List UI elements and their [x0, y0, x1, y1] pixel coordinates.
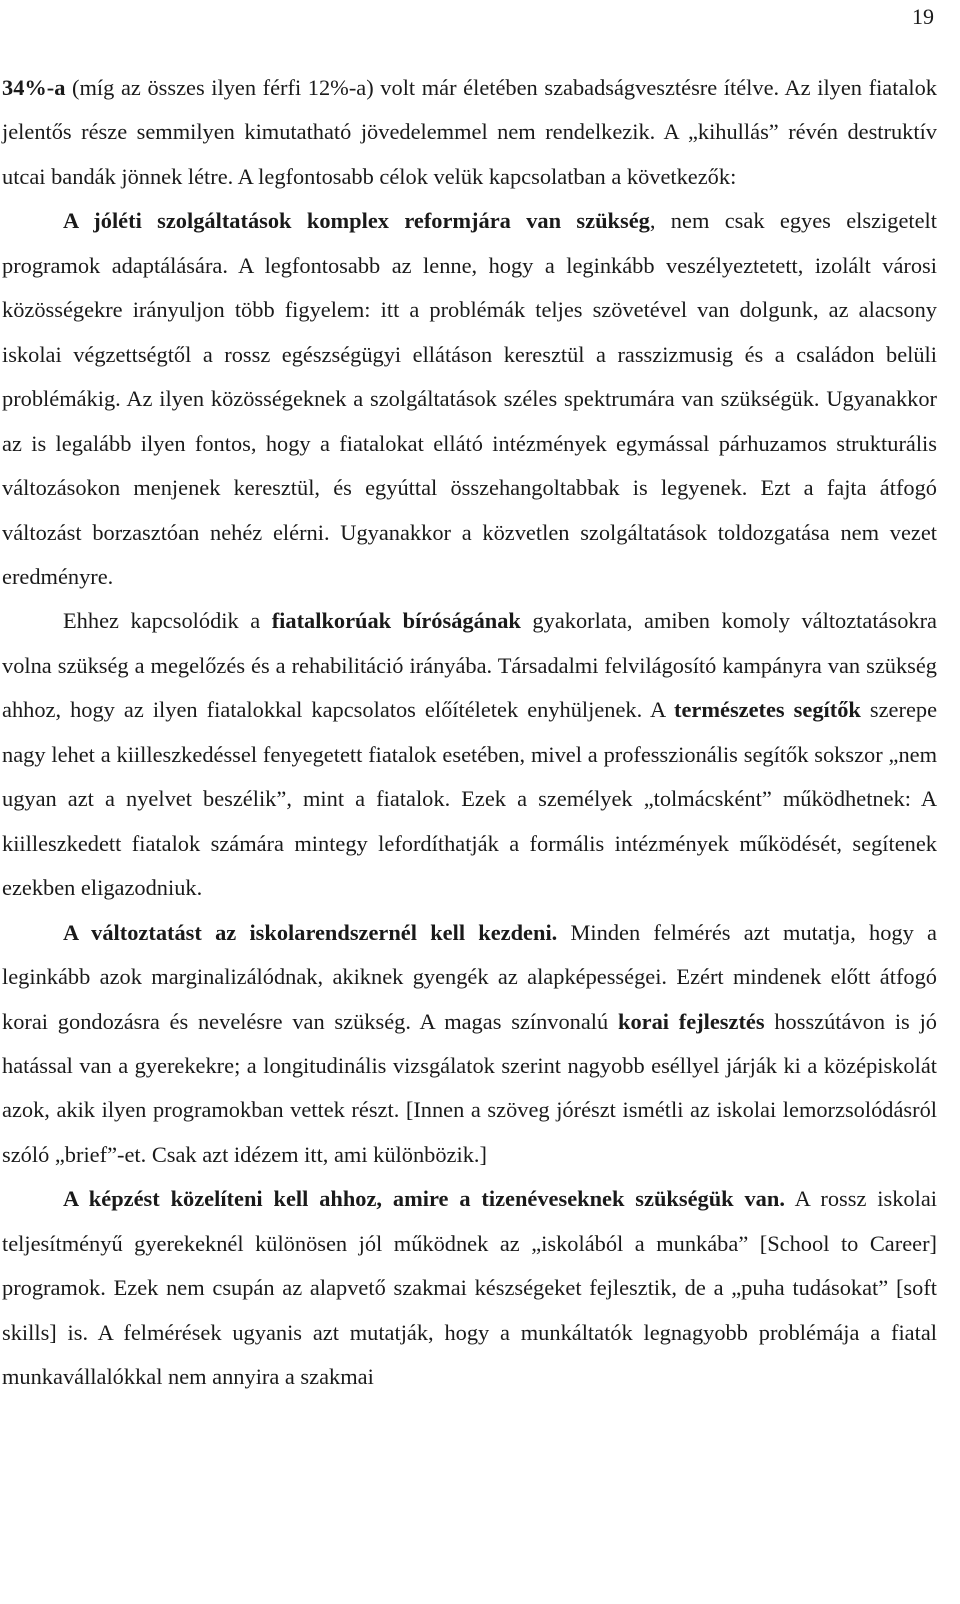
- paragraph-welfare-reform: [2, 199, 937, 599]
- text-run: A képzést közelíteni kell ahhoz, amire a tizenéveseknek szükségük van.: [63, 1186, 785, 1212]
- text-run: (míg az összes ilyen férfi 12%-a) volt már életében szabadságvesztésre ítélve. Az ilyen fiatalok jelentős része semmilyen kimutatható jövedelemmel nem rendelkezik. A „kihullás” révén destruktív utcai bandák jönnek létre. A legfontosabb célok velük kapcsolatban a következők:: [2, 75, 937, 189]
- text-run: hosszútávon is jó hatással van a gyerekekre; a longitudinális vizsgálatok szerint nagyobb eséllyel járják ki a középiskolát azok, akik ilyen programokban vettek részt. [Innen a szöveg jórészt ismétli az iskolai lemorzsolódásról szóló „brief”-et. Csak azt idézem itt, ami különbözik.]: [2, 1008, 937, 1167]
- text-run: fiatalkorúak bíróságának: [271, 608, 521, 634]
- text-run: , nem csak egyes elszigetelt programok adaptálására. A legfontosabb az lenne, hogy a leginkább veszélyeztetett, izolált városi közösségekre irányuljon több figyelem: itt a problémák teljes szövetével van dolgunk, az alacsony iskolai végzettségtől a rossz egészségügyi ellátáson keresztül a rasszizmusig és a családon belüli problémákig. Az ilyen közösségeknek a szolgáltatások széles spektrumára van szükségük. Ugyanakkor az is legalább ilyen fontos, hogy a fiatalokat ellátó intézmények egymással párhuzamos strukturális változásokon menjenek keresztül, és egyúttal összehangoltabbak is legyenek. Ezt a fajta átfogó változást borzasztóan nehéz elérni. Ugyanakkor a közvetlen szolgáltatások toldozgatása nem vezet eredményre.: [2, 208, 937, 589]
- text-run: természetes segítők: [674, 697, 861, 723]
- body-text: [2, 66, 937, 1400]
- text-run: korai fejlesztés: [618, 1008, 765, 1034]
- text-run: Minden felmérés azt mutatja, hogy a leginkább azok marginalizálódnak, akiknek gyengék az alapképességei. Ezért mindenek előtt átfogó korai gondozásra és nevelésre van szükség. A magas színvonalú: [2, 919, 937, 1034]
- paragraph-prison-stats: [2, 66, 937, 199]
- text-run: A jóléti szolgáltatások komplex reformjára van szükség: [63, 208, 650, 234]
- paragraph-juvenile-court: [2, 599, 937, 910]
- text-run: Ehhez kapcsolódik a: [63, 608, 272, 634]
- text-run: A változtatást az iskolarendszernél kell kezdeni.: [63, 919, 558, 945]
- text-run: szerepe nagy lehet a kiilleszkedéssel fenyegetett fiatalok esetében, mivel a professzionális segítők sokszor „nem ugyan azt a nyelvet beszélik”, mint a fiatalok. Ezek a személyek „tolmácsként” működhetnek: A kiilleszkedett fiatalok számára mintegy lefordíthatják a formális intézmények működését, segítenek ezekben eligazodniuk.: [2, 697, 938, 901]
- text-run: A rossz iskolai teljesítményű gyerekeknél különösen jól működnek az „iskolából a munkába” [School to Career] programok. Ezek nem csupán az alapvető szakmai készségeket fejlesztik, de a „puha tudásokat” [soft skills] is. A felmérések ugyanis azt mutatják, hogy a munkáltatók legnagyobb problémája a fiatal munkavállalókkal nem annyira a szakmai: [2, 1186, 937, 1390]
- page-number: 19: [912, 4, 934, 29]
- paragraph-training: [2, 1177, 937, 1399]
- text-run: 34%-a: [2, 75, 66, 100]
- paragraph-school-system: [2, 911, 937, 1178]
- text-run: gyakorlata, amiben komoly változtatásokra volna szükség a megelőzés és a rehabilitáció irányába. Társadalmi felvilágosító kampányra van szükség ahhoz, hogy az ilyen fiatalokkal kapcsolatos előítéletek enyhüljenek. A: [2, 608, 937, 723]
